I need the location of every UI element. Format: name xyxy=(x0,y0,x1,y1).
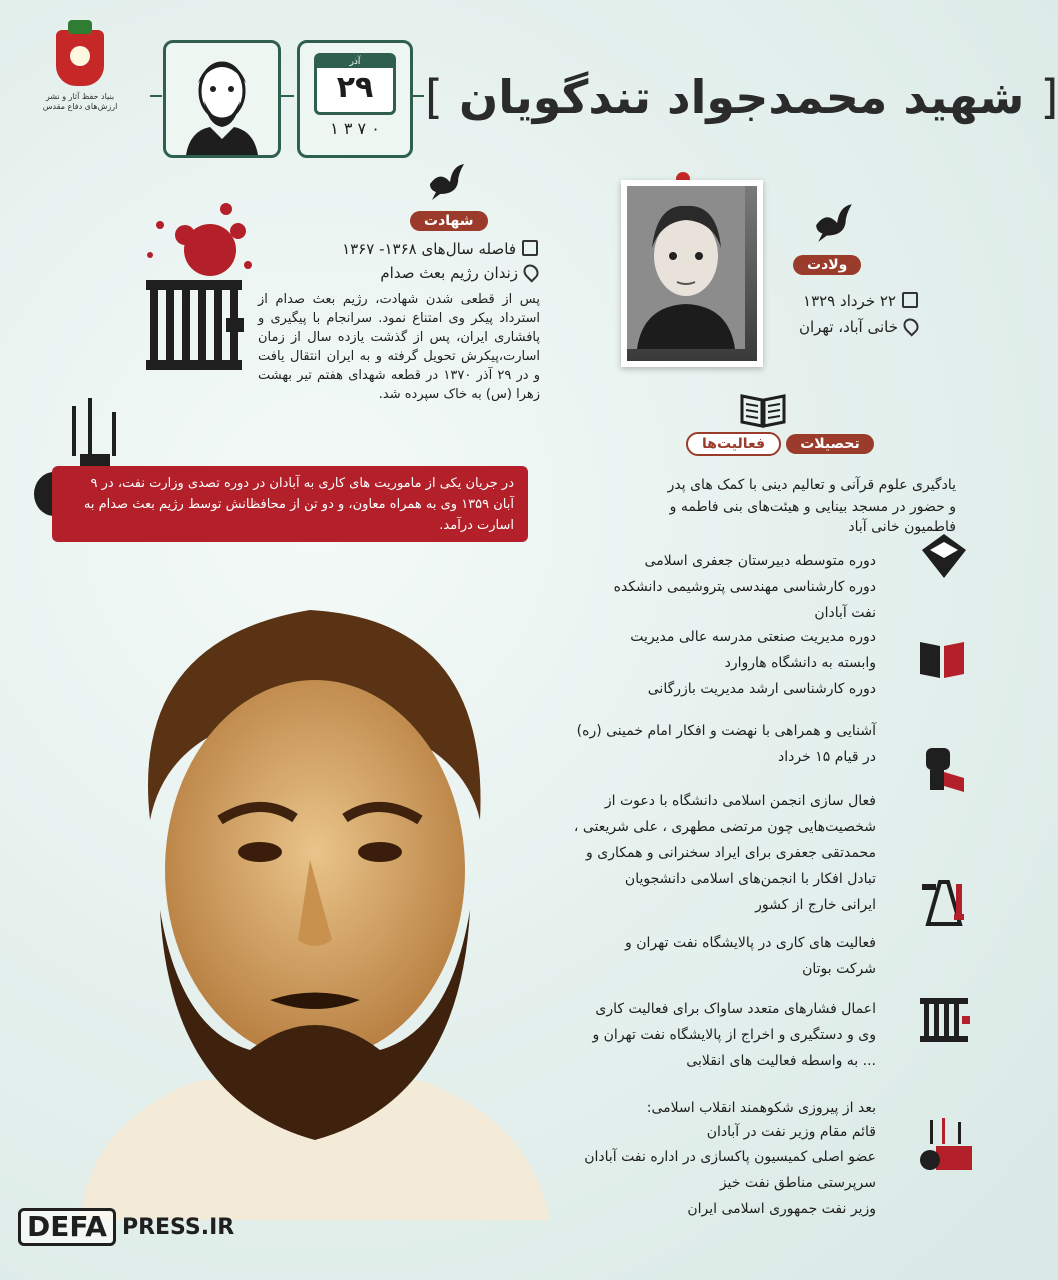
dove-icon xyxy=(426,160,468,202)
birth-date: ۲۲ خرداد ۱۳۲۹ xyxy=(803,290,918,312)
watermark-defa: DEFA xyxy=(18,1208,116,1246)
page-title-wrap xyxy=(425,62,1058,132)
portrait-sketch-icon xyxy=(166,43,278,155)
foundation-logo xyxy=(30,30,130,140)
tab-activities: فعالیت‌ها xyxy=(686,432,781,456)
child-portrait-icon xyxy=(627,186,745,349)
date-month: آذر xyxy=(317,56,393,68)
activity-item: فعالیت های کاری در پالایشگاه نفت تهران و شرکت بوتان xyxy=(625,935,876,977)
watermark-press: PRESS.IR xyxy=(121,1214,235,1240)
birth-label: ولادت xyxy=(793,254,861,275)
activity-item: دوره متوسطه دبیرستان جعفری اسلامی دوره کارشناسی مهندسی پتروشیمی دانشکده نفت آبادان xyxy=(613,553,876,621)
activity-item: آشنایی و همراهی با نهضت و افکار امام خمینی (ره) در قیام ۱۵ خرداد xyxy=(576,723,876,765)
logo-caption: بنیاد حفظ آثار و نشر ارزش‌های دفاع مقدس xyxy=(42,92,118,111)
calendar-icon xyxy=(902,292,918,308)
page-title: شهید محمدجواد تندگویان xyxy=(458,70,1025,124)
defapress-watermark xyxy=(18,1208,234,1246)
date-card xyxy=(297,40,413,158)
oil-rig-icon xyxy=(918,876,970,928)
calendar-icon xyxy=(314,53,396,115)
portrait-sketch-card xyxy=(163,40,281,158)
martyrdom-place: زندان رژیم بعث صدام xyxy=(380,262,538,284)
prison-bars-icon xyxy=(140,270,250,380)
martyrdom-text: پس از قطعی شدن شهادت، رژیم بعث صدام از استرداد پیکر وی امتناع نمود. سرانجام با پیگیری و پافشاری ایران، پس از گذشت یازده سال از زمان اسارت،پیکرش تحویل گرفته و به ایران انتقال یافت و در ۲۹ آذر ۱۳۷۰ در قطعه شهدای هفتم تیر بهشت زهرا (س) به خاک سپرده شد. xyxy=(258,292,540,402)
tab-education: تحصیلات xyxy=(786,434,874,454)
activity-item: فعال سازی انجمن اسلامی دانشگاه با دعوت از شخصیت‌هایی چون مرتضی مطهری ، علی شریعتی ، محمدتقی جعفری برای ایراد سخنرانی و همکاری و تبادل افکار با انجمن‌های اسلامی دانشجویان ایرانی خارج از کشور xyxy=(573,793,876,913)
jail-bars-icon xyxy=(918,994,970,1046)
date-day: ۲۹ xyxy=(336,70,374,105)
activity-item: یادگیری علوم قرآنی و تعالیم دینی با کمک های پدر و حضور در مسجد بینایی و هیئت‌های بنی فاطمه و فاطمیون خانی آباد xyxy=(667,477,956,535)
calendar-icon xyxy=(522,240,538,256)
birth-place: خانی آباد، تهران xyxy=(799,316,918,338)
open-book-icon xyxy=(740,392,786,428)
martyrdom-label: شهادت xyxy=(410,210,488,231)
childhood-photo xyxy=(621,180,763,367)
dove-icon xyxy=(812,200,856,244)
capture-banner: در جریان یکی از ماموریت های کاری به آبادان در دوره تصدی وزارت نفت، در ۹ آبان ۱۳۵۹ وی به همراه معاون، و دو تن از محافظانش توسط رژیم بعث صدام به اسارت درآمد. xyxy=(52,466,528,542)
martyrdom-period: فاصله سال‌های ۱۳۶۸- ۱۳۶۷ xyxy=(342,238,538,260)
emblem-icon xyxy=(56,30,104,86)
refinery-small-icon xyxy=(918,1116,976,1174)
location-pin-icon xyxy=(520,261,541,282)
activity-item: دوره مدیریت صنعتی مدرسه عالی مدیریت وابسته به دانشگاه هاروارد دوره کارشناسی ارشد مدیریت بازرگانی xyxy=(630,629,876,697)
divider xyxy=(410,95,424,97)
title-bracket-close: ] xyxy=(1040,70,1058,124)
education-tabs xyxy=(686,432,874,456)
activity-item: اعمال فشارهای متعدد ساواک برای فعالیت کاری وی و دستگیری و اخراج از پالایشگاه نفت تهران و ... به واسطه فعالیت های انقلابی xyxy=(592,1001,876,1069)
title-bracket-open: [ xyxy=(425,70,443,124)
date-year: ۱ ۳ ۷ ۰ xyxy=(330,119,380,138)
location-pin-icon xyxy=(900,315,921,336)
divider xyxy=(150,95,162,97)
book-icon xyxy=(916,632,968,684)
quran-stand-icon xyxy=(918,530,970,582)
raised-fist-icon xyxy=(916,742,968,794)
divider xyxy=(278,95,294,97)
activity-item: بعد از پیروزی شکوهمند انقلاب اسلامی: قائم مقام وزیر نفت در آبادان عضو اصلی کمیسیون پاکسازی در اداره نفت آبادان سرپرستی مناطق نفت خیز وزیر نفت جمهوری اسلامی ایران xyxy=(584,1100,876,1217)
